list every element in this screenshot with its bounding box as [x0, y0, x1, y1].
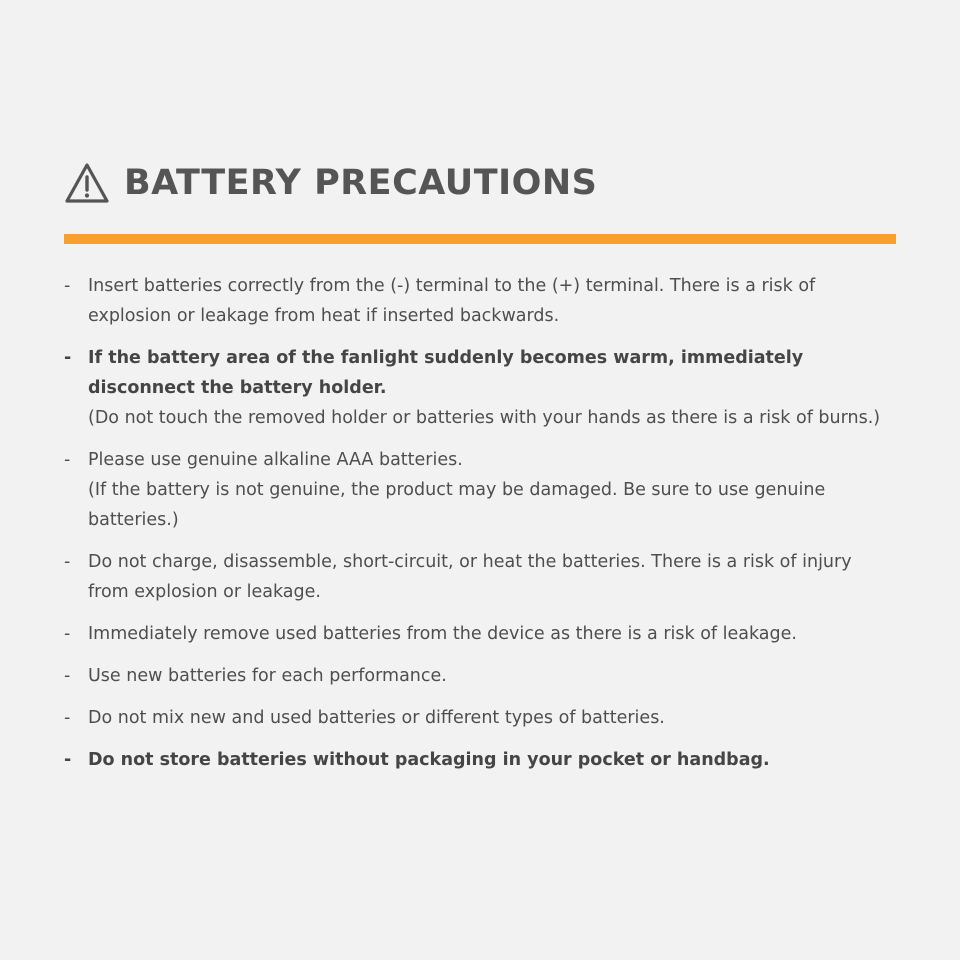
item-main-text: Insert batteries correctly from the (-) terminal to the (+) terminal. There is a risk of explosion or leakage from heat if inserted backwards. — [88, 276, 816, 326]
item-text — [88, 547, 896, 607]
list-item — [64, 703, 896, 733]
list-item — [64, 745, 896, 775]
item-main-text: Please use genuine alkaline AAA batteries. — [88, 450, 463, 470]
item-main-text: If the battery area of the fanlight suddenly becomes warm, immediately disconnect the battery holder. — [88, 348, 804, 398]
list-item — [64, 445, 896, 535]
item-main-text: Do not charge, disassemble, short-circuit, or heat the batteries. There is a risk of injury from explosion or leakage. — [88, 552, 852, 602]
item-text — [88, 619, 896, 649]
bullet-dash: - — [64, 708, 71, 728]
accent-divider — [64, 234, 896, 244]
list-item — [64, 619, 896, 649]
list-item — [64, 343, 896, 433]
list-item — [64, 547, 896, 607]
item-text — [88, 343, 896, 433]
list-item — [64, 271, 896, 331]
item-text — [88, 445, 896, 535]
item-text — [88, 271, 896, 331]
warning-icon — [64, 161, 110, 205]
bullet-dash: - — [64, 552, 71, 572]
bullet-dash: - — [64, 276, 71, 296]
bullet-dash: - — [64, 750, 72, 770]
item-text — [88, 661, 896, 691]
list-item — [64, 661, 896, 691]
precautions-list — [64, 271, 896, 787]
item-note-text: (Do not touch the removed holder or batteries with your hands as there is a risk of burns.) — [88, 408, 881, 428]
item-main-text: Do not mix new and used batteries or different types of batteries. — [88, 708, 665, 728]
item-main-text: Immediately remove used batteries from the device as there is a risk of leakage. — [88, 624, 797, 644]
item-text — [88, 703, 896, 733]
bullet-dash: - — [64, 624, 71, 644]
bullet-dash: - — [64, 348, 72, 368]
item-main-text: Use new batteries for each performance. — [88, 666, 447, 686]
item-main-text: Do not store batteries without packaging in your pocket or handbag. — [88, 750, 770, 770]
page-title: BATTERY PRECAUTIONS — [124, 163, 598, 203]
page-header — [64, 160, 597, 206]
item-note-text: (If the battery is not genuine, the product may be damaged. Be sure to use genuine batteries.) — [88, 480, 826, 530]
bullet-dash: - — [64, 450, 71, 470]
bullet-dash: - — [64, 666, 71, 686]
item-text — [88, 745, 896, 775]
